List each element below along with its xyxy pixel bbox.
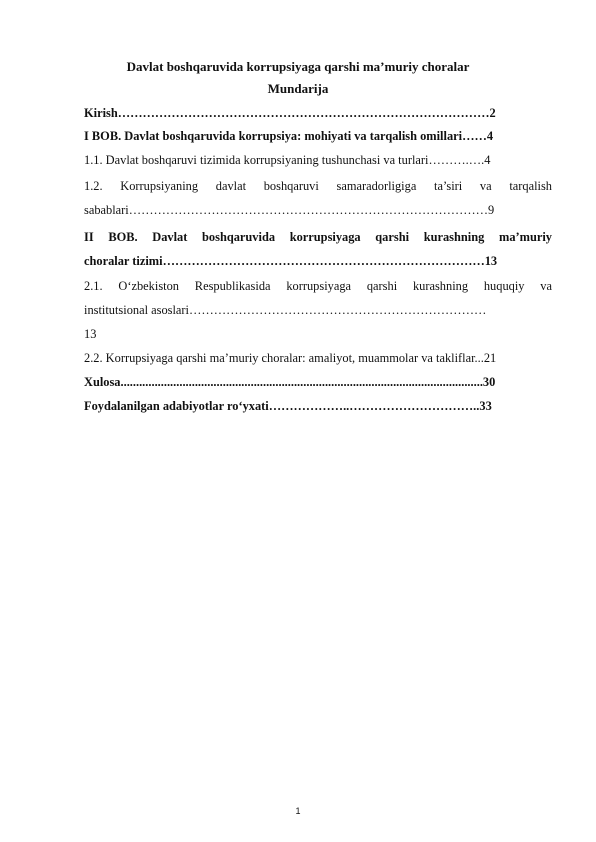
toc-entry-2-1-line1: 2.1. O‘zbekiston Respublikasida korrupsiyaga qarshi kurashning huquqiy va bbox=[84, 279, 552, 293]
document-title: Davlat boshqaruvida korrupsiyaga qarshi ma’muriy choralar bbox=[126, 59, 470, 74]
toc-heading: Mundarija bbox=[267, 81, 329, 96]
toc-entry-2-2: 2.2. Korrupsiyaga qarshi ma’muriy choralar: amaliyot, muammolar va takliflar...21 bbox=[84, 351, 497, 365]
toc-entry-1-1: 1.1. Davlat boshqaruvi tizimida korrupsiyaning tushunchasi va turlari……….….4 bbox=[84, 153, 491, 167]
toc-entry-1-2-line1: 1.2. Korrupsiyaning davlat boshqaruvi samaradorligiga ta’siri va tarqalish bbox=[84, 179, 552, 193]
toc-entry-1-2-line2: sabablari……………………………………………………………………………9 bbox=[84, 203, 495, 217]
toc-entry-2-1-line2: institutsional asoslari……………………………………………………………… bbox=[84, 303, 487, 317]
toc-entry-kirish: Kirish………………………………………………………………………………2 bbox=[84, 106, 496, 120]
toc-entry-chapter-2-line1: II BOB. Davlat boshqaruvida korrupsiyaga qarshi kurashning ma’muriy bbox=[84, 230, 552, 244]
page-number: 1 bbox=[295, 806, 301, 816]
toc-entry-chapter-1: I BOB. Davlat boshqaruvida korrupsiya: mohiyati va tarqalish omillari……4 bbox=[84, 129, 494, 143]
toc-entry-chapter-2-line2: choralar tizimi……………………………………………………………………13 bbox=[84, 254, 498, 268]
toc-entry-2-1-line3: 13 bbox=[84, 327, 97, 341]
toc-entry-xulosa: Xulosa.....................................................................................................................30 bbox=[84, 375, 496, 389]
toc-entry-bibliography: Foydalanilgan adabiyotlar ro‘yxati………………..…………………………..33 bbox=[84, 399, 492, 413]
